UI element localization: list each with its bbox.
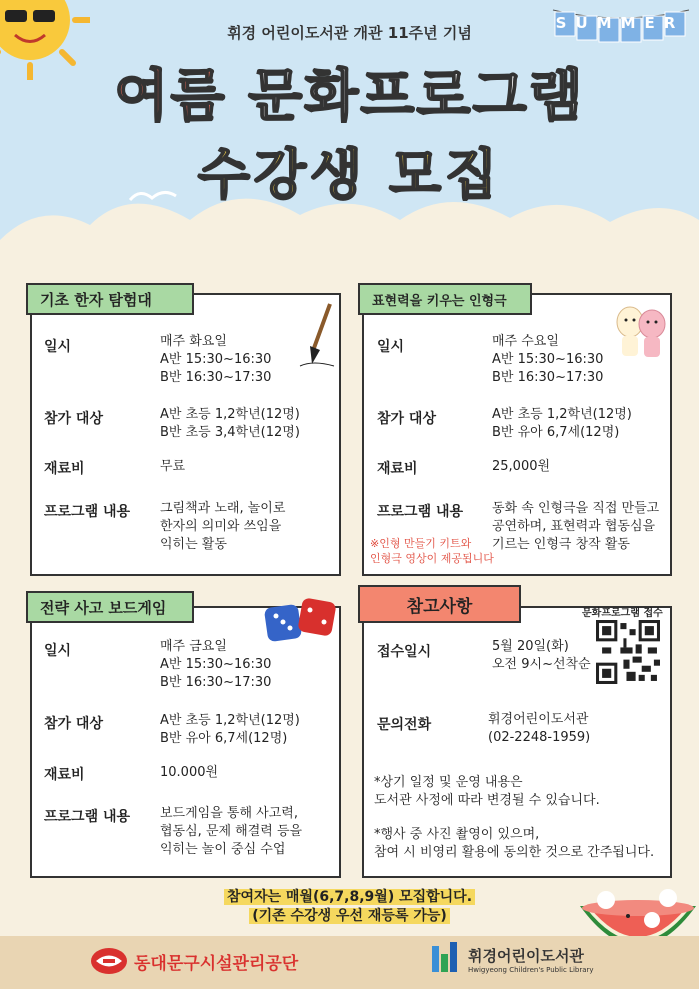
recruit-message-2: (기존 수강생 우선 재등록 가능) [249, 908, 450, 924]
brush-icon [298, 300, 336, 370]
qr-label: 문화프로그램 접수 [582, 608, 663, 619]
hanja-target-label: 참가 대상 [44, 411, 103, 427]
qr-code[interactable] [596, 620, 660, 684]
contact-label: 문의전화 [377, 717, 432, 733]
notice-1: *상기 일정 및 운영 내용은 도서관 사정에 따라 변경될 수 있습니다. [374, 775, 600, 808]
org1-emblem-icon [90, 946, 128, 976]
anniversary-kicker: 휘경 어린이도서관 개관 11주년 기념 [227, 24, 472, 42]
puppet-content-label: 프로그램 내용 [377, 504, 464, 520]
board-content: 보드게임을 통해 사고력, 협동심, 문제 해결력 등을 익히는 놀이 중심 수업 [160, 806, 303, 857]
puppet-icon [612, 300, 670, 360]
hanja-schedule: 매주 화요일 A반 15:30~16:30 B반 16:30~17:30 [160, 334, 272, 385]
puppet-schedule-label: 일시 [377, 339, 405, 355]
puppet-content: 동화 속 인형극을 직접 만들고 공연하며, 표현력과 협동심을 기르는 인형극 창작 활동 [492, 501, 660, 552]
puppet-target: A반 초등 1,2학년(12명) B반 유아 6,7세(12명) [492, 407, 632, 440]
board-schedule-label: 일시 [44, 643, 72, 659]
page-subtitle: 수강생 모집 [197, 143, 502, 206]
seagull-icon [128, 186, 178, 206]
reg-label: 접수일시 [377, 644, 432, 660]
board-fee-label: 재료비 [44, 767, 85, 783]
contact-value: 휘경어린이도서관 (02-2248-1959) [488, 712, 591, 745]
page-title [0, 52, 699, 132]
hanja-fee: 무료 [160, 459, 186, 474]
puppet-fee: 25,000원 [492, 459, 551, 474]
board-schedule: 매주 금요일 A반 15:30~16:30 B반 16:30~17:30 [160, 639, 272, 690]
org1-logo [90, 946, 298, 976]
org2-emblem-icon [430, 942, 460, 976]
hanja-target: A반 초등 1,2학년(12명) B반 초등 3,4학년(12명) [160, 407, 300, 440]
title-rest: 문화프로그램 [248, 64, 585, 129]
recruit-message-1: 참여자는 매월(6,7,8,9월) 모집합니다. [224, 889, 475, 905]
org2-name-en: Hwigyeong Children's Public Library [468, 965, 594, 974]
board-target-label: 참가 대상 [44, 716, 103, 732]
org2-logo [430, 942, 594, 976]
card-puppet-title: 표현력을 키우는 인형극 [358, 283, 532, 315]
puppet-fee-label: 재료비 [377, 461, 418, 477]
board-fee: 10.000원 [160, 765, 219, 780]
hanja-content-label: 프로그램 내용 [44, 504, 131, 520]
title-highlight: 여름 [114, 64, 227, 129]
card-board-title: 전략 사고 보드게임 [26, 591, 194, 623]
hanja-content: 그림책과 노래, 놀이로 한자의 의미와 쓰임을 익히는 활동 [160, 501, 286, 552]
puppet-target-label: 참가 대상 [377, 411, 436, 427]
board-content-label: 프로그램 내용 [44, 809, 131, 825]
summer-banner-text: SUMMER [555, 14, 685, 32]
dice-icon [262, 598, 338, 644]
hanja-fee-label: 재료비 [44, 461, 85, 477]
hanja-schedule-label: 일시 [44, 339, 72, 355]
puppet-schedule: 매주 수요일 A반 15:30~16:30 B반 16:30~17:30 [492, 334, 604, 385]
card-hanja-title: 기초 한자 탐험대 [26, 283, 194, 315]
reg-value: 5월 20일(화) 오전 9시~선착순 [492, 639, 591, 672]
board-target: A반 초등 1,2학년(12명) B반 유아 6,7세(12명) [160, 713, 300, 746]
card-notes-title: 참고사항 [358, 585, 521, 623]
org2-name: 휘경어린이도서관 [468, 946, 584, 965]
org1-name: 동대문구시설관리공단 [134, 953, 299, 974]
notice-2: *행사 중 사진 촬영이 있으며, 참여 시 비영리 활용에 동의한 것으로 간주됩니다. [374, 827, 655, 860]
puppet-note: ※인형 만들기 키트와 인형극 영상이 제공됩니다 [370, 537, 494, 565]
